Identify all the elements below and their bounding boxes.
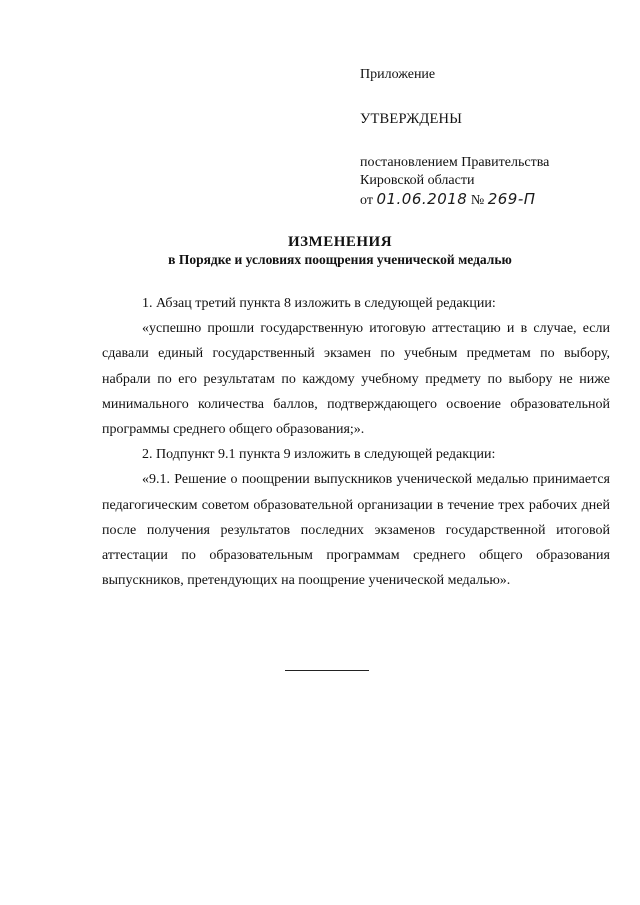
handwritten-number: 269-П <box>487 190 536 208</box>
document-subtitle: в Порядке и условиях поощрения ученической медалью <box>168 252 512 267</box>
approved-label: УТВЕРЖДЕНЫ <box>360 111 463 127</box>
document-title: ИЗМЕНЕНИЯ <box>287 234 393 250</box>
paragraph-1: 1. Абзац третий пункта 8 изложить в следующей редакции: <box>142 296 496 311</box>
appendix-label: Приложение <box>360 67 436 82</box>
end-divider <box>285 670 369 671</box>
paragraph-4: «9.1. Решение о поощрении выпускников ученической медалью принимается педагогическим советом образовательной организации в течение трех рабочих дней после получения результатов последних экзаменов государственной итоговой аттестации по образовательным программам среднего общего образования выпускников, претендующих на поощрение ученической медалью». <box>102 472 610 589</box>
from-label: от <box>360 193 373 208</box>
number-label: № <box>470 193 485 208</box>
resolution-line: постановлением Правительства <box>360 155 550 170</box>
date-number-line <box>360 190 610 210</box>
handwritten-date: 01.06.2018 <box>376 190 468 208</box>
paragraph-3: 2. Подпункт 9.1 пункта 9 изложить в следующей редакции: <box>142 447 496 463</box>
region-line: Кировской области <box>360 173 475 188</box>
paragraph-2: «успешно прошли государственную итоговую аттестацию и в случае, если сдавали единый государственный экзамен по учебным предметам по выбору, набрали по его результатам по каждому учебному предмету по выбору не ниже минимального количества баллов, подтверждающего освоение образовательной программы среднего общего образования;». <box>102 321 610 438</box>
approval-block <box>360 66 610 210</box>
document-body <box>102 291 610 593</box>
